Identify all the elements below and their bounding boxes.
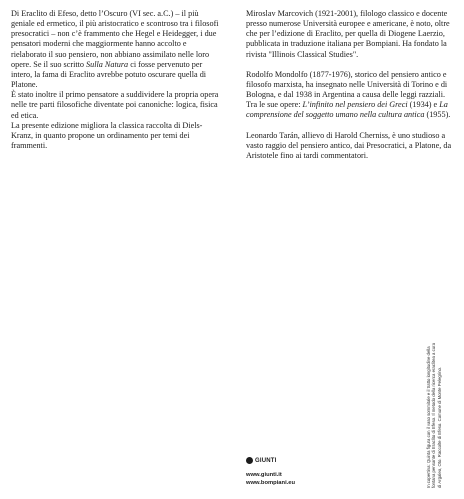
author-biographies <box>246 9 452 171</box>
work-title: Sulla Natura <box>86 59 129 69</box>
description-text: ci fosse pervenuto per intero, la fama di Eraclito avrebbe potuto oscurare quella di Platone. <box>11 59 207 90</box>
work-title: La comprensione del soggetto umano nella cultura antica <box>246 100 448 120</box>
right-flap <box>232 0 464 499</box>
description-text: Di Eraclito di Efeso, detto l’Oscuro (VI sec. a.C.) – il più geniale ed ermetico, il più aristocratico e scontroso tra i filosofi presocratici – non c’è frammento che Hegel e Heidegger, i due pensatori moderni che maggiormente hanno accolto e rielaborato il suo pensiero, non abbiano assimilato nelle loro opere. Se il suo scritto <box>11 9 219 69</box>
work-title: L’infinito nel pensiero dei Greci <box>302 100 408 110</box>
bio-marcovich: Miroslav Marcovich (1921-2001), filologo classico e docente presso numerose Università europee e americane, è noto, oltre che per l’edizione di Eraclito, per quella di Diogene Laerzio, pubblicata in traduzione italiana per Bompiani. Ha fondato la rivista "Illinois Classical Studies". <box>246 9 450 59</box>
bio-text: (1955). <box>424 110 451 120</box>
url-bompiani[interactable]: www.bompiani.eu <box>246 480 296 486</box>
bio-mondolfo <box>246 70 452 121</box>
description-paragraph-2: È stato inoltre il primo pensatore a suddividere la propria opera nelle tre parti filosofiche diventate poi canoniche: logica, fisica ed etica. <box>11 90 219 120</box>
book-description <box>11 9 220 151</box>
publisher-logo <box>246 457 277 464</box>
description-paragraph-3: La presente edizione migliora la classica raccolta di Diels-Kranz, in quanto propone un ordinamento per temi dei frammenti. <box>11 120 203 151</box>
cover-credit: In copertina: Quinta figura con il vaso sommitale e il tratto longitudine della fontana pensante di Eraclito di Efeso. Il metodo della ricerca eraclitea a cura di Argaleo, Oto. Raccolte di Efeso. Comune di Monte Pelegrino. <box>426 343 442 488</box>
giunti-logo-icon <box>246 457 253 464</box>
publisher-logo-text: GIUNTI <box>255 457 277 464</box>
bio-text: (1934) e <box>407 100 440 110</box>
bio-text: Rodolfo Mondolfo (1877-1976), storico del pensiero antico e filosofo marxista, ha insegnato nelle Università di Torino e di Bologna, e dal 1938 in Argentina a causa delle leggi razziali. Tra le sue opere: <box>246 69 448 110</box>
bio-taran: Leonardo Tarán, allievo di Harold Cherniss, è uno studioso a vasto raggio del pensiero antico, dai Presocratici, a Platone, da Aristotele fino ai tardi commentatori. <box>246 130 452 160</box>
publisher-urls <box>246 471 295 487</box>
description-paragraph-1 <box>11 9 220 90</box>
url-giunti[interactable]: www.giunti.it <box>246 472 282 478</box>
